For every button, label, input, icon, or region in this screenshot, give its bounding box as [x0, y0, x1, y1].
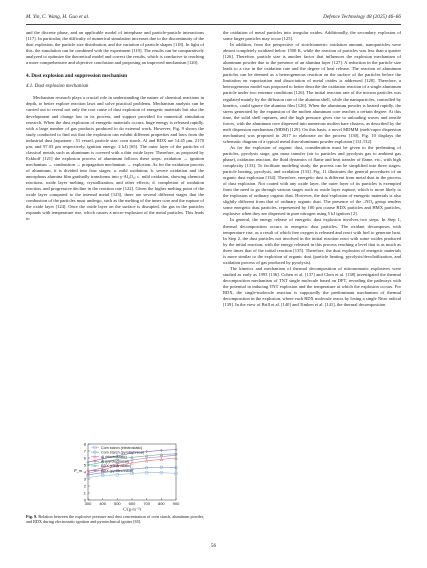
x-tick-label: 300: [84, 501, 92, 506]
y-tick-label: 2: [83, 483, 86, 489]
y-tick-label: 1: [83, 490, 86, 496]
line-chart: [26, 440, 204, 512]
caption-label: Fig. 9.: [26, 514, 38, 519]
y-tick-label: 6: [83, 455, 86, 461]
header-authors: M. Yin, C. Wang, H. Guo et al.: [26, 14, 90, 20]
legend-label: RDX (pyrotechnical): [101, 468, 134, 473]
x-tick-label: 400: [99, 501, 107, 506]
x-axis-label: C/(g·m⁻³): [123, 506, 141, 512]
legend-label: Corn starch (pyrotechnical): [101, 450, 145, 455]
figure-caption: [26, 514, 204, 524]
y-axis-label: P_m: [73, 468, 83, 473]
body-paragraph: In general, the energy release of energetic dust explosion involves two steps. In Step 1, thermal decomposition occurs to energetic dust particles. The oxidant decomposes with temperature rise, as a result of which free oxygen is released and react with fuel to generate heat. In Step 2, the dust particles not involved in the initial reaction react with some oxides produced by the initial reaction, with the energy released in this process reaching a level that is as much as three times that of the initial reaction [135]. Therefore, the dust explosion of energetic materials is more similar to the explosion of organic dust (particle heating, pyrolysis/devolatilization, and oxidation process of gas produced by pyrolysis).: [223, 217, 401, 265]
body-paragraph: In addition, from the perspective of stoichiometric oxidation amount, nanoparticles were almost completely oxidized below 1500 K, while the reaction of particles was less than a quarter [126]. Therefore, particle size is another factor that influences the explosion mechanism of aluminum powder due to the presence of an alumina layer [127]. A reduction in the particle size leads to a rise in the oxidation rate and the degree of heat release. The reaction of aluminum particles can be deemed as a heterogeneous reaction on the surface of the particles before the limitation on vaporization and dissociation of metal oxides is addressed [128]. Therefore, a heterogeneous model was proposed to better describe the oxidation reaction of a single aluminum particle under two extreme conditions [126]. The initial reaction rate of the micron particles was regulated mainly by the diffusion rate of the alumina shell, while the nanoparticles, controlled by kinetics, could ignore the alumina film [126]. When the aluminum powder is heated rapidly, the stress generated by the expansion of the molten aluminum core reaches a certain degree. At this time, the solid shell ruptures, and the high pressure gives rise to unloading waves and tensile forces, with the aluminum core dispersed into numerous molten bare clusters, as described by the melt dispersion mechanism (MDM) [129]. On this basis, a novel MDMM (melt/vapor dispersion mechanism) was proposed in 2017 to elaborate on the process [130]. Fig. 10 displays the schematic diagram of a typical metal dust-aluminum powder explosion [131,132].: [223, 42, 401, 144]
y-tick-label: 5: [83, 462, 86, 468]
y-tick-label: 0: [83, 497, 86, 503]
section-title: 4. Dust explosion and suppression mechanism: [26, 73, 128, 80]
x-tick-label: 600: [128, 501, 136, 506]
left-column: [26, 30, 204, 222]
x-tick-label: 700: [143, 501, 151, 506]
legend-label: Corn starch (electrostatic): [101, 445, 143, 450]
page-number: 56: [210, 543, 217, 549]
x-tick-label: 900: [172, 501, 180, 506]
header-journal: Defence Technology 48 (2025) 46–66: [323, 14, 401, 20]
intro-paragraph: and the discrete phase, and an applicable model of interphase and particle-particle interactions [117]. In particular, the difficulty of numerical simulation increases due to the discontinuity of the dust explosion, the particle size distribution, and the variation of particle shapes [118]. In light of this, the simulation can be combined with the experiment [119]. The results can be comparatively analyzed to optimize the theoretical model and correct the results, which is conducive to reaching a more comprehensive and objective conclusion and proposing an improved mechanism [120].: [26, 30, 204, 66]
body-paragraph: the oxidation of metal particles into irregular oxides. Additionally, the secondary explosion of some larger particles may occur [125].: [223, 30, 401, 42]
legend-label: Al (pyrotechnical): [101, 459, 129, 464]
y-tick-label: 8: [83, 441, 86, 447]
x-tick-label: 500: [113, 501, 121, 506]
body-paragraph: As for the explosion of organic dust, consideration must be given to the preheating of particles, pyrolysis stage, gas mass transfer (air to particles and pyrolysis gas to ambient gas phase), oxidation reaction, the fluid dynamics of flame and heat transfer of flame, etc., with high complexity [133]. To facilitate modeling study, the process can be simplified into three stages: particle heating, pyrolysis, and oxidation [133]. Fig. 11 illustrates the general procedures of an organic dust explosion [134]. Therefore, energetic dust is different from metal dust in the process of dust explosion. Not coated with any oxide layer, the outer layer of its particles is exempted from the need to go through various stages such as oxide layer rupture, which is more likely to the explosion of ordinary organic dust. However, the dust explosion of energetic materials is also slightly different from that of ordinary organic dust. The presence of the –NO₂ group renders some energetic dust particles, represented by 100 μm coarse RDX particles and HMX particles, explosive when they are dispersed in pure nitrogen using 5 kJ ignitors [2].: [223, 144, 401, 217]
right-column: [223, 30, 401, 308]
header-rule: [26, 24, 401, 25]
y-tick-label: 4: [83, 469, 86, 475]
running-header: [26, 14, 401, 24]
y-tick-label: 7: [83, 448, 86, 454]
subsection-title: 4.1. Dust explosion mechanism: [26, 84, 89, 90]
legend-label: RDX (electrostatic): [101, 464, 132, 469]
body-paragraph: Mechanism research plays a crucial role in understanding the nature of chemical reactions in depth, to better explore reaction laws and solve practical problems. Mechanism analysis can be carried out to reveal not only the root cause of dust explosion of energetic materials but also the development and change law in its process, and support provided for numerical simulation research. When the dust explosion of energetic materials occurs, huge energy is released rapidly, with a large number of gas products produced to do external work. However, Fig. 9 shows the study conducted to find out that the explosion can exhibit different properties and laws from the industrial dust (aquatone : 51 vessel, particle size: corn starch, Al and RDX are 14.45 μm, 2170 μm, and 97.03 μm respectively, ignition energy: 2 kJ) [65]. The outer layer of the particles of classical metals such as aluminum is covered with a thin oxide layer. Therefore, as proposed by Eckhoff [121] the explosion process of aluminum follows these steps: oxidation → ignition mechanism → combustion → propagation mechanism → explosion. As for the oxidation process of aluminum, it is divided into four stages: a. mild oxidation; b. severe oxidation and the amorphous alumina film gradually transforms into γ-Al₂O₃; c. mild oxidation, showing chemical reactions, oxide layer melting, crystallization, and other effects; d. completion of oxidation reaction, and progressive decline in the reaction rate [122]. Given the higher melting point of the oxide layer compared to the internal metal [123], there are several different stages that the combustion of the particles must undergo, such as the melting of the inner core and the rupture of the oxide layer [124]. Once the oxide layer on the surface is disrupted, the gas in the particles expands with temperature rise, which causes a micro-explosion of the metal particles. This leads to: [26, 95, 204, 222]
caption-text: Relation between the explosive pressure and dust concentration of corn starch, aluminum powder, and RDX during electrostatic ignition and pyrotechnical igniter [65].: [26, 514, 204, 525]
y-tick-label: 3: [83, 476, 86, 482]
legend-label: Al (electrostatic): [101, 455, 127, 459]
body-paragraph: The kinetics and mechanism of thermal decomposition of nitroaromatic explosives were studied as early as 1993 [136]. Cohen et al. [137] and Chen et al. [138] investigated the thermal decomposition mechanism of TNT single molecule based on DFT, revealing the pathways with the potential in inducing TNT explosion and the temperature at which the explosion occurs. For RDX, the single-molecule reaction is supposedly the predominant mechanism of thermal decomposition in the explosion, where each RDX molecule reacts by losing a single Nitro radical [139]. In the view of Brill et al. [140] and Timken et al. [141], the thermal decomposition: [223, 265, 401, 308]
x-tick-label: 800: [157, 501, 165, 506]
